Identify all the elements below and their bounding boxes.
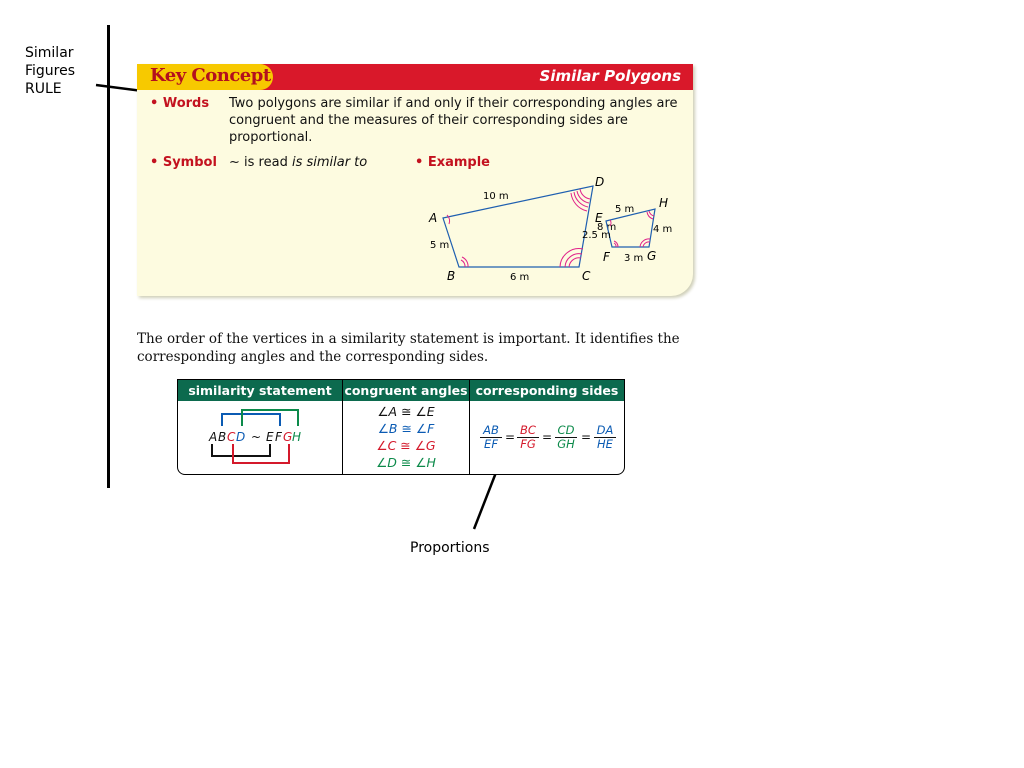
statement-diagram — [178, 401, 342, 474]
rule-note-line-1: Similar — [25, 45, 74, 61]
words-line-3: proportional. — [229, 130, 313, 145]
symbol-text: ~ is read — [229, 155, 292, 170]
side-eh-label: 5 m — [615, 204, 635, 215]
ratio-da-num: DA — [594, 424, 616, 438]
ratio-bc-num: BC — [517, 424, 539, 438]
equals-sign-2: = — [542, 430, 553, 444]
ratio-ef-den: EF — [484, 437, 498, 451]
statement-d: D — [236, 430, 246, 444]
bracket-b-f — [233, 444, 289, 463]
bracket-c-g — [242, 410, 298, 426]
words-definition — [229, 95, 684, 146]
ratio-he-den: HE — [597, 437, 613, 451]
example-label: • Example — [415, 155, 490, 170]
vertex-c: C — [582, 269, 591, 283]
words-line-2: congruent and the measures of their corresponding sides are — [229, 113, 628, 128]
statement-f: F — [275, 430, 282, 444]
vertex-h: H — [659, 196, 669, 210]
statement-b: B — [218, 430, 227, 444]
words-line-1: Two polygons are similar if and only if their corresponding angles are — [229, 96, 678, 111]
explanation-paragraph — [137, 330, 697, 366]
statement-sim: ~ — [251, 430, 262, 444]
paragraph-line-1: The order of the vertices in a similarity statement is important. It identifies the — [137, 331, 680, 347]
statement-h: H — [292, 430, 302, 444]
side-ab-label: 5 m — [430, 240, 450, 251]
symbol-definition — [229, 154, 367, 171]
equals-sign-3: = — [581, 430, 592, 444]
equals-sign-1: = — [505, 430, 516, 444]
similarity-table — [177, 379, 625, 475]
side-hg-label: 4 m — [653, 224, 673, 235]
paragraph-line-2: corresponding angles and the corresponding sides. — [137, 349, 489, 365]
vertex-d: D — [595, 175, 605, 189]
vertex-b: B — [447, 269, 456, 283]
header-similarity-statement: similarity statement — [178, 380, 342, 401]
key-concept-subtitle: Similar Polygons — [539, 67, 681, 85]
statement-g: G — [283, 430, 293, 444]
key-concept-title: Key Concept — [150, 65, 271, 86]
rule-note-line-3: RULE — [25, 81, 62, 97]
ratio-cd-gh — [555, 424, 577, 451]
header-corresponding-sides: corresponding sides — [470, 380, 624, 401]
key-concept-box — [137, 64, 693, 296]
ratio-cd-num: CD — [555, 424, 577, 438]
angle-pair-a-e: ∠A ≅ ∠E — [377, 404, 435, 419]
statement-e: E — [266, 430, 274, 444]
statement-a: A — [209, 430, 218, 444]
side-dc-label: 8 m — [597, 222, 617, 233]
symbol-label: • Symbol — [150, 155, 217, 170]
proportions-note: Proportions — [410, 540, 490, 556]
bracket-bd-fh — [222, 414, 280, 426]
angle-pair-b-f: ∠B ≅ ∠F — [377, 421, 435, 436]
bracket-a-e — [212, 444, 270, 456]
ratio-gh-den: GH — [557, 437, 575, 451]
ratio-ab-ef — [480, 424, 502, 451]
vertex-g: G — [647, 249, 657, 263]
vertex-f: F — [603, 250, 610, 264]
ratio-da-he — [594, 424, 616, 451]
angle-pair-c-g: ∠C ≅ ∠G — [376, 438, 436, 453]
side-ef-label: 2.5 m — [582, 230, 611, 241]
rule-note-line-2: Figures — [25, 63, 76, 79]
side-bc-label: 6 m — [510, 272, 530, 283]
side-ad-label: 10 m — [483, 191, 509, 202]
column-divider — [469, 380, 470, 474]
side-fg-label: 3 m — [624, 253, 644, 264]
ratio-bc-fg — [517, 424, 539, 451]
ratio-ab-num: AB — [480, 424, 502, 438]
ratio-fg-den: FG — [520, 437, 536, 451]
statement-c: C — [227, 430, 236, 444]
vertex-a: A — [429, 211, 438, 225]
symbol-text-italic: is similar to — [291, 155, 368, 170]
angle-pair-d-h: ∠D ≅ ∠H — [376, 455, 436, 470]
header-congruent-angles: congruent angles — [343, 380, 469, 401]
words-label: • Words — [150, 96, 210, 111]
polygon-abcd — [443, 186, 593, 267]
vertex-e: E — [595, 211, 603, 225]
similar-polygons-figure — [417, 174, 687, 286]
